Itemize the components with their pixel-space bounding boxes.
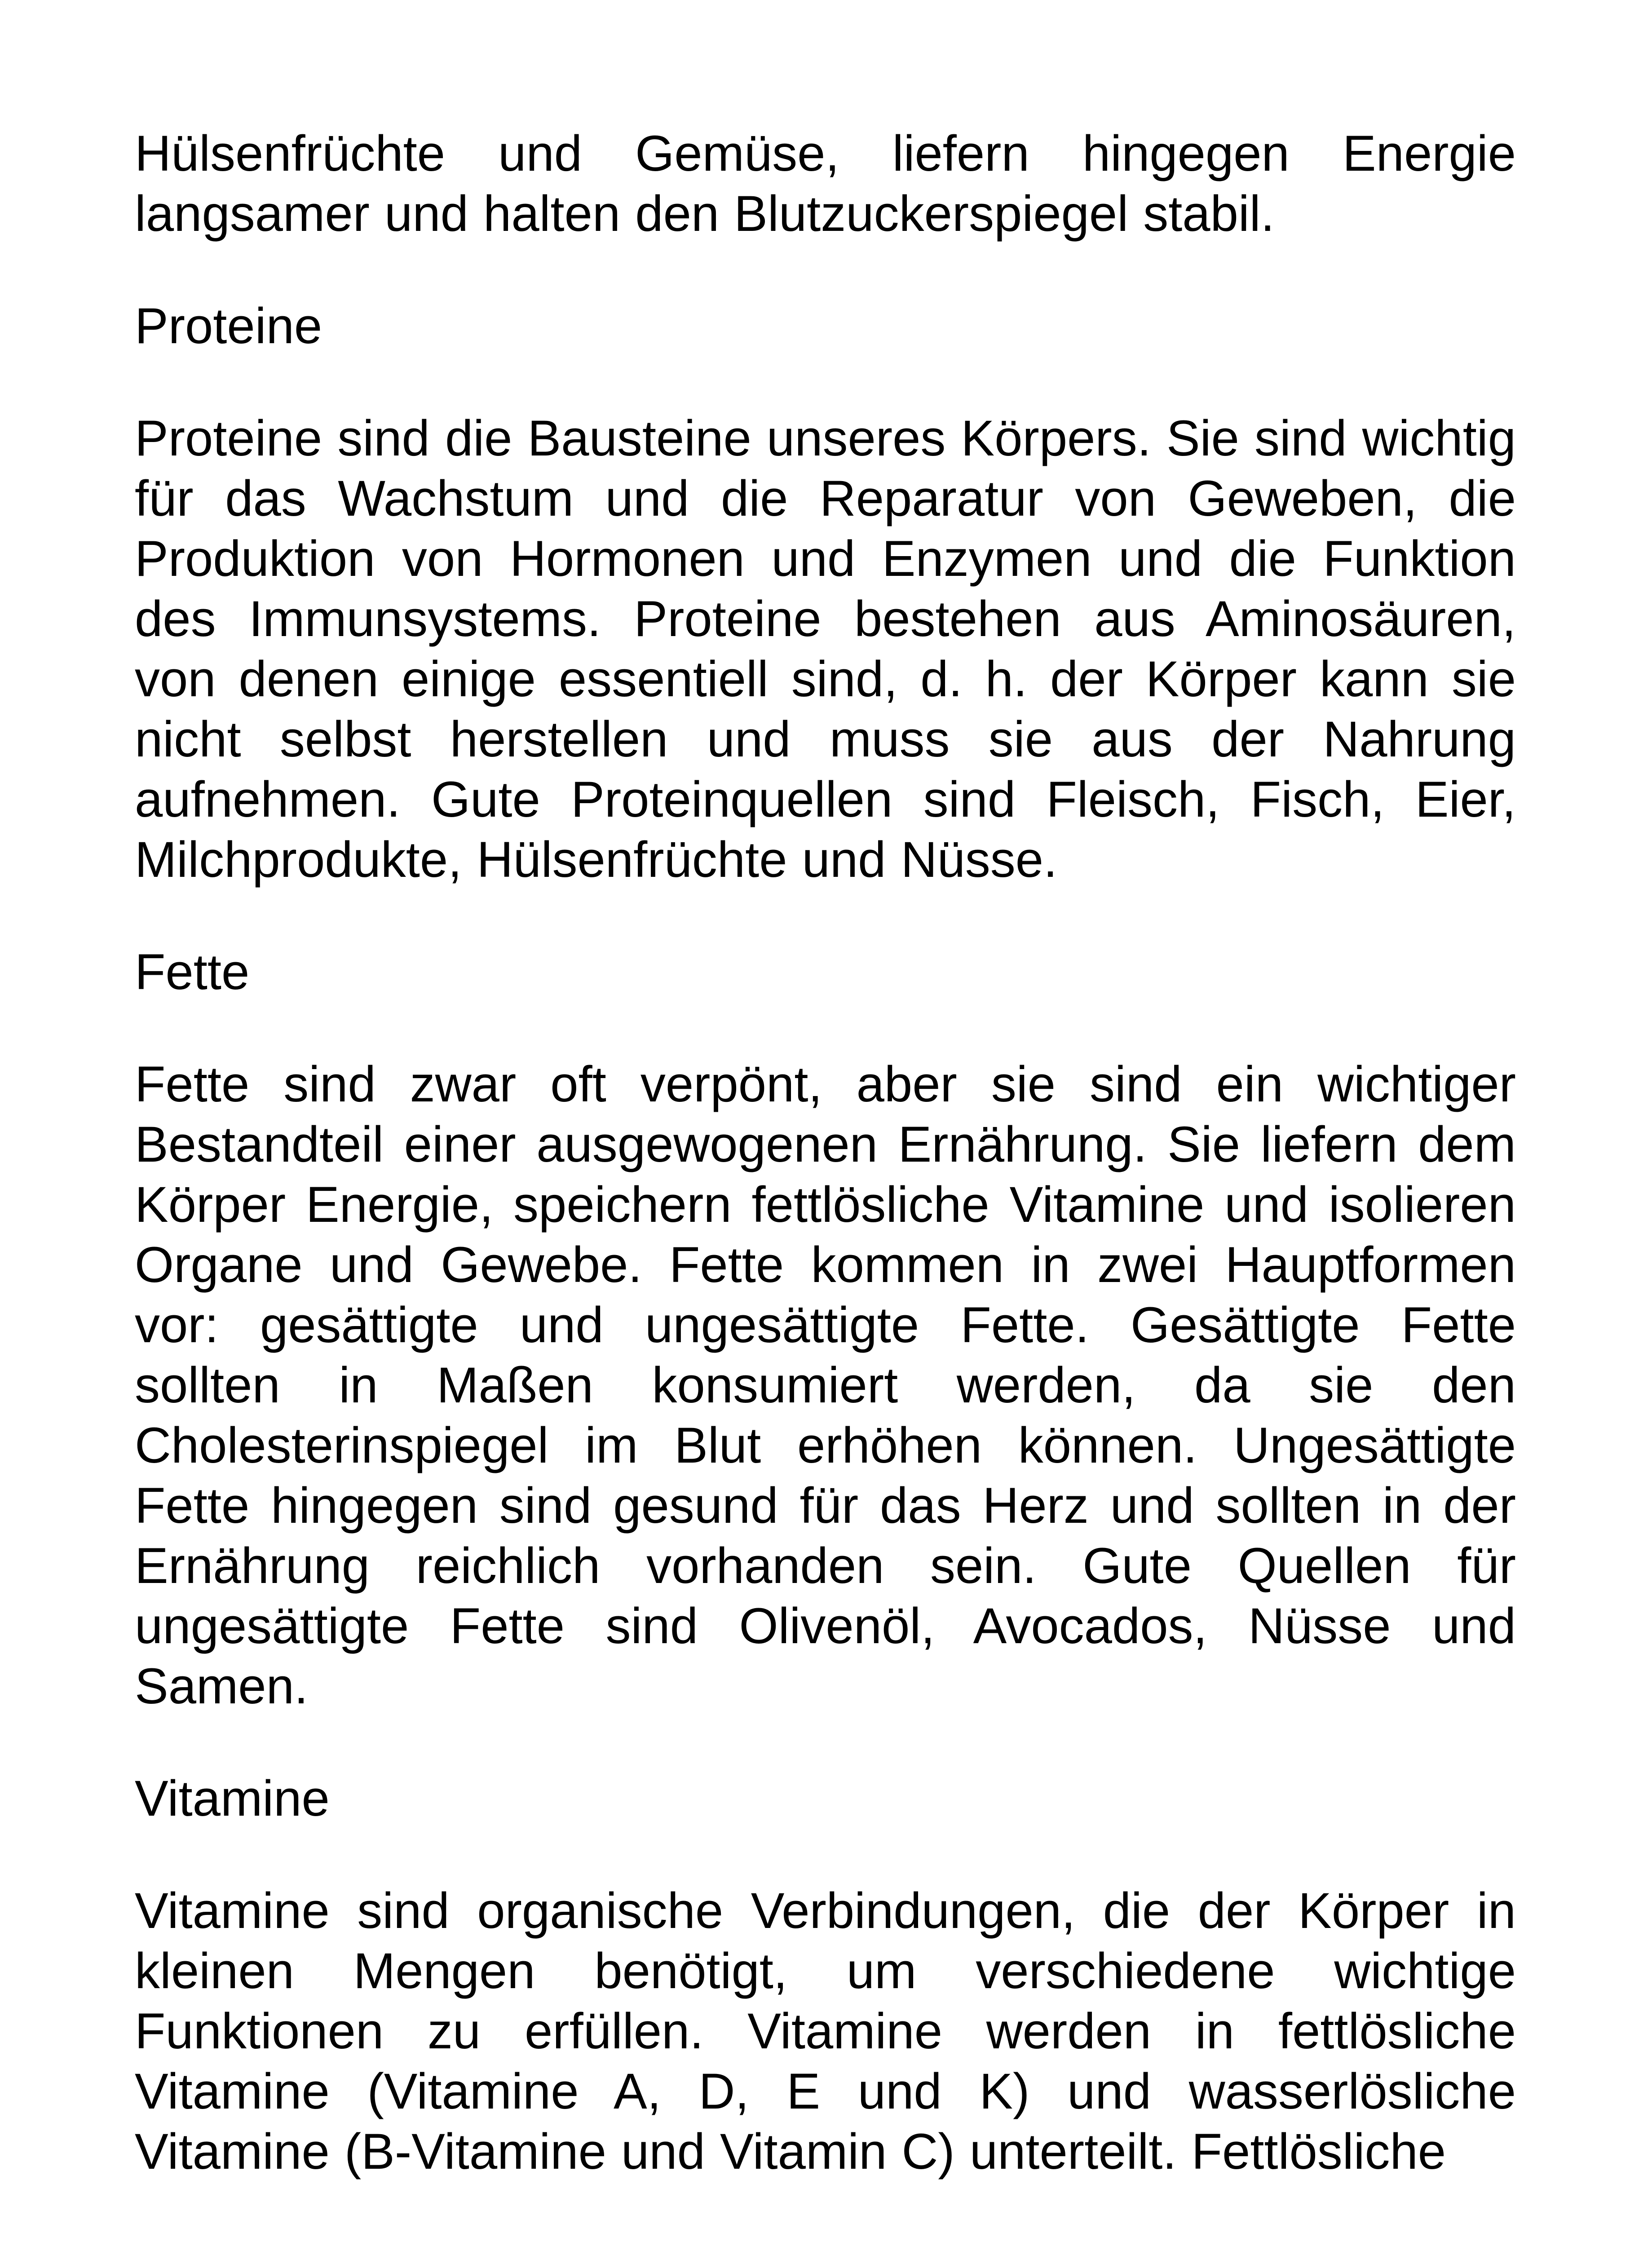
intro-paragraph: Hülsenfrüchte und Gemüse, liefern hingegen Energie langsamer und halten den Blutzuckerspiegel stabil. [135, 125, 1516, 242]
section-body-proteine: Proteine sind die Bausteine unseres Körpers. Sie sind wichtig für das Wachstum und die Reparatur von Geweben, die Produktion von Hormonen und Enzymen und die Funktion des Immunsystems. Proteine bestehen aus Aminosäuren, von denen einige essentiell sind, d. h. der Körper kann sie nicht selbst herstellen und muss sie aus der Nahrung aufnehmen. Gute Proteinquellen sind Fleisch, Fisch, Eier, Milchprodukte, Hülsenfrüchte und Nüsse. [135, 410, 1516, 888]
document-page [135, 124, 1516, 2182]
section-body-vitamine: Vitamine sind organische Verbindungen, die der Körper in kleinen Mengen benötigt, um verschiedene wichtige Funktionen zu erfüllen. Vitamine werden in fettlösliche Vitamine (Vitamine A, D, E und K) und wasserlösliche Vitamine (B-Vitamine und Vitamin C) unterteilt. Fettlösliche [135, 1883, 1516, 2180]
section-heading-fette: Fette [135, 944, 250, 1000]
section-body-fette: Fette sind zwar oft verpönt, aber sie sind ein wichtiger Bestandteil einer ausgewogenen Ernährung. Sie liefern dem Körper Energie, speichern fettlösliche Vitamine und isolieren Organe und Gewebe. Fette kommen in zwei Hauptformen vor: gesättigte und ungesättigte Fette. Gesättigte Fette sollten in Maßen konsumiert werden, da sie den Cholesterinspiegel im Blut erhöhen können. Ungesättigte Fette hingegen sind gesund für das Herz und sollten in der Ernährung reichlich vorhanden sein. Gute Quellen für ungesättigte Fette sind Olivenöl, Avocados, Nüsse und Samen. [135, 1056, 1516, 1714]
section-heading-vitamine: Vitamine [135, 1770, 330, 1826]
section-heading-proteine: Proteine [135, 298, 322, 354]
